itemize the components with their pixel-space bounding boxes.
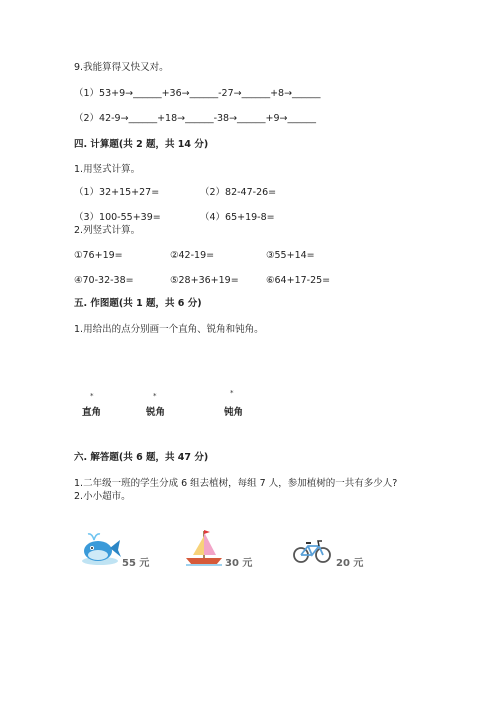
whale-toy-image [80, 530, 122, 566]
point-right-angle: * [90, 392, 94, 400]
price-bicycle: 20 元 [336, 558, 364, 569]
section-6-header: 六. 解答题(共 6 题，共 47 分) [74, 452, 209, 463]
sec4-q1-title: 1.用竖式计算。 [74, 164, 141, 175]
sec6-q1-text: 1.二年级一班的学生分成 6 组去植树，每组 7 人，参加植树的一共有多少人? [74, 478, 398, 489]
sec4-q2-item-6: ⑥64+17-25= [266, 275, 331, 286]
sec4-q2-item-3: ③55+14= [266, 250, 315, 261]
label-obtuse-angle: 钝角 [224, 407, 244, 418]
sec6-q2-text: 2.小小超市。 [74, 491, 131, 502]
bicycle-image [292, 538, 332, 564]
label-right-angle: 直角 [82, 407, 102, 418]
price-sailboat: 30 元 [225, 558, 253, 569]
q9-line-1: （1）53+9→______+36→______-27→______+8→______ [74, 88, 321, 99]
sec4-q2-item-4: ④70-32-38= [74, 275, 134, 286]
sec4-q2-item-2: ②42-19= [170, 250, 215, 261]
sec4-q2-item-5: ⑤28+36+19= [170, 275, 239, 286]
q9-title: 9.我能算得又快又对。 [74, 62, 169, 73]
q9-line-2: （2）42-9→______+18→______-38→______+9→______ [74, 113, 317, 124]
sec4-q2-title: 2.列竖式计算。 [74, 225, 141, 236]
sec4-q2-item-1: ①76+19= [74, 250, 123, 261]
price-whale: 55 元 [122, 558, 150, 569]
section-4-header: 四. 计算题(共 2 题，共 14 分) [74, 139, 209, 150]
sailboat-image [183, 528, 225, 568]
section-5-header: 五. 作图题(共 1 题，共 6 分) [74, 298, 202, 309]
sec4-q1-item-2: （2）82-47-26= [200, 187, 277, 198]
point-acute-angle: * [153, 392, 157, 400]
sec5-q1-text: 1.用给出的点分别画一个直角、锐角和钝角。 [74, 324, 264, 335]
sec4-q1-item-1: （1）32+15+27= [74, 187, 160, 198]
label-acute-angle: 锐角 [146, 407, 166, 418]
point-obtuse-angle: * [230, 389, 234, 397]
sec4-q1-item-3: （3）100-55+39= [74, 212, 161, 223]
sec4-q1-item-4: （4）65+19-8= [200, 212, 275, 223]
